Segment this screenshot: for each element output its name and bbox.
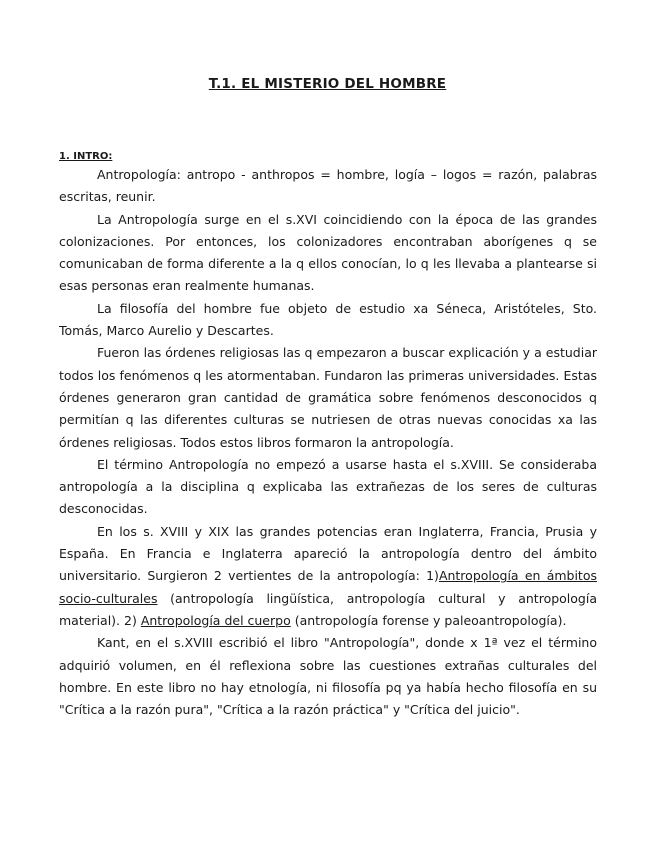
page-title: T.1. EL MISTERIO DEL HOMBRE bbox=[208, 76, 447, 92]
paragraph-text: (antropología forense y paleoantropología). bbox=[290, 612, 567, 628]
paragraph: Kant, en el s.XVIII escribió el libro "Antropología", donde x 1ª vez el término adquirió volumen, en él reflexiona sobre las cuestiones extrañas culturales del hombre. En este libro no hay etnología, ni filosofía pq ya había hecho filosofía en su "Crítica a la razón pura", "Crítica a la razón práctica" y "Crítica del juicio". bbox=[59, 635, 597, 718]
paragraph-text: En los s. XVIII y XIX las grandes potencias eran Inglaterra, Francia, Prusia y España. En Francia e Inglaterra apareció la antropología dentro del ámbito universitario. Surgieron 2 vertientes de la antropología: 1) bbox=[59, 523, 597, 584]
body-text bbox=[59, 164, 597, 721]
underlined-term: Antropología en ámbitos socio-culturales bbox=[59, 568, 597, 606]
section-heading: 1. INTRO: bbox=[59, 151, 113, 162]
paragraph: El término Antropología no empezó a usarse hasta el s.XVIII. Se consideraba antropología a la disciplina q explicaba las extrañezas de los seres de culturas desconocidas. bbox=[59, 456, 597, 517]
paragraph: La Antropología surge en el s.XVI coincidiendo con la época de las grandes colonizaciones. Por entonces, los colonizadores encontraban aborígenes q se comunicaban de forma diferente a la q ellos conocían, lo q les llevaba a plantearse si esas personas eran realmente humanas. bbox=[59, 211, 597, 294]
paragraph-text: (antropología lingüística, antropología cultural y antropología material). 2) bbox=[59, 590, 597, 628]
paragraph: Antropología: antropo - anthropos = hombre, logía – logos = razón, palabras escritas, reunir. bbox=[59, 167, 597, 205]
paragraph bbox=[59, 521, 597, 632]
paragraph: La filosofía del hombre fue objeto de estudio xa Séneca, Aristóteles, Sto. Tomás, Marco Aurelio y Descartes. bbox=[59, 300, 597, 339]
underlined-term: Antropología del cuerpo bbox=[140, 612, 291, 628]
paragraph: Fueron las órdenes religiosas las q empezaron a buscar explicación y a estudiar todos los fenómenos q les atormentaban. Fundaron las primeras universidades. Estas órdenes generaron gran cantidad de gramática sobre fenómenos desconocidos q permitían q las diferentes culturas se nutriesen de otras nuevas conocidas xa las órdenes religiosas. Todos estos libros formaron la antropología. bbox=[59, 345, 597, 450]
